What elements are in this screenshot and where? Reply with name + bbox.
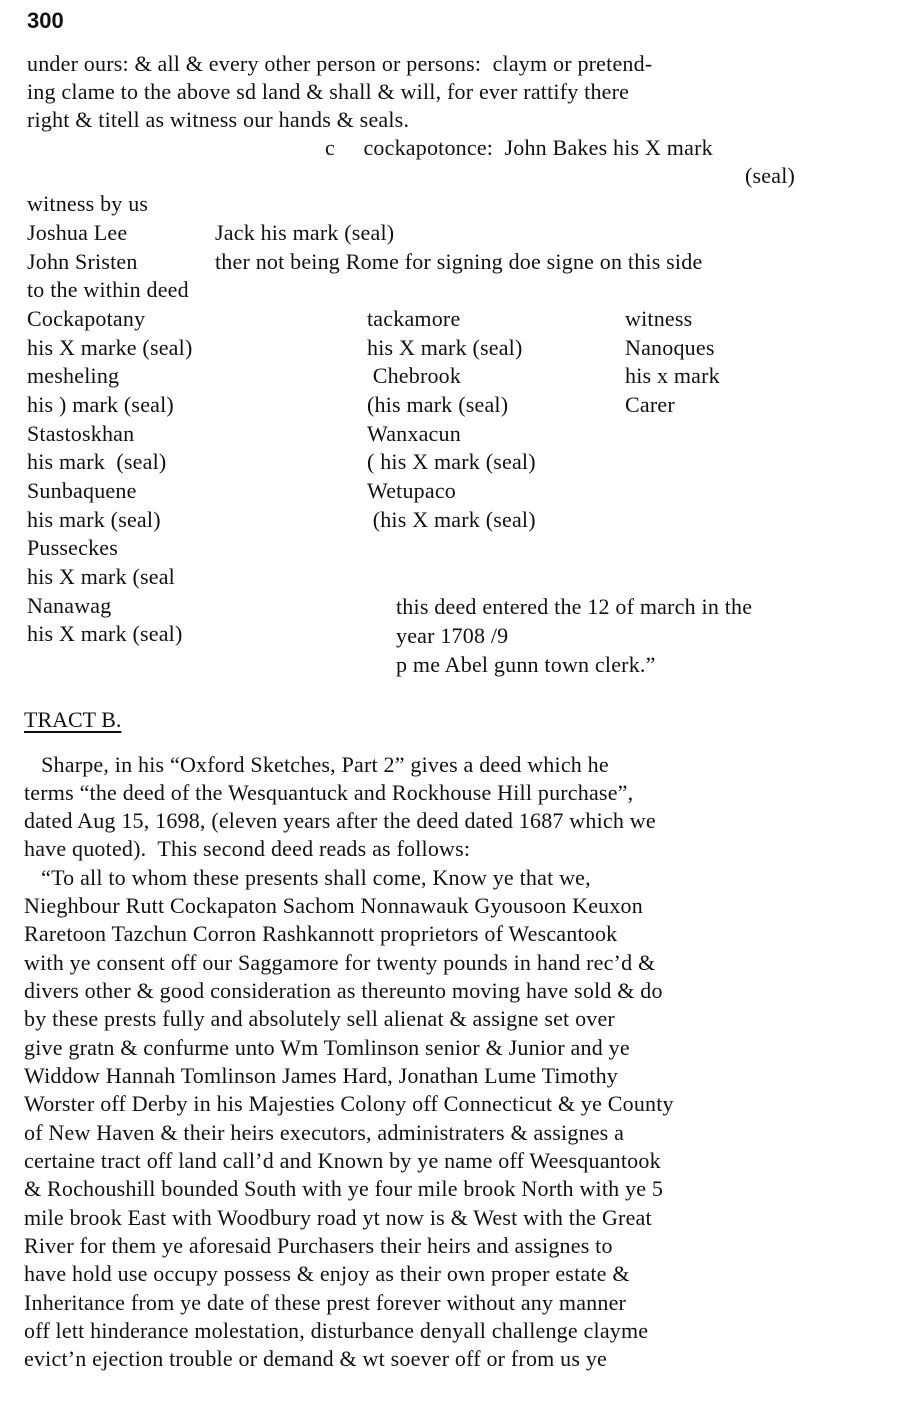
signature-entry: ( his X mark (seal) <box>367 449 536 474</box>
body-line: mile brook East with Woodbury road yt now is & West with the Great <box>24 1205 652 1230</box>
section-heading: TRACT B. <box>24 707 122 732</box>
body-line: divers other & good consideration as thereunto moving have sold & do <box>24 978 663 1003</box>
text-line: right & titell as witness our hands & seals. <box>27 107 410 132</box>
signature-entry: his mark (seal) <box>27 507 161 532</box>
body-line: Raretoon Tazchun Corron Rashkannott proprietors of Wescantook <box>24 921 618 946</box>
witness-entry: witness <box>625 306 693 331</box>
text-line: ing clame to the above sd land & shall & will, for ever rattify there <box>27 79 630 104</box>
body-line: Sharpe, in his “Oxford Sketches, Part 2” gives a deed which he <box>24 752 609 777</box>
signature-entry: (his X mark (seal) <box>367 507 536 532</box>
body-line: & Rochoushill bounded South with ye four mile brook North with ye 5 <box>24 1176 664 1201</box>
signature-entry: Wanxacun <box>367 421 461 446</box>
signature-entry: (his mark (seal) <box>367 392 509 417</box>
body-line: off lett hinderance molestation, disturbance denyall challenge clayme <box>24 1318 649 1343</box>
signature-entry: his X mark (seal) <box>367 335 523 360</box>
signature-entry: tackamore <box>367 306 461 331</box>
signature-entry: Stastoskhan <box>27 421 135 446</box>
witness-entry: Carer <box>625 392 675 417</box>
body-line: River for them ye aforesaid Purchasers their heirs and assignes to <box>24 1233 613 1258</box>
entry-note-line: this deed entered the 12 of march in the <box>396 594 753 619</box>
signature-entry: his X mark (seal <box>27 564 175 589</box>
signature-entry: his X marke (seal) <box>27 335 193 360</box>
signature-entry: Wetupaco <box>367 478 457 503</box>
signature-entry: Cockapotany <box>27 306 146 331</box>
witness-entry: his x mark <box>625 363 720 388</box>
body-line: Widdow Hannah Tomlinson James Hard, Jonathan Lume Timothy <box>24 1063 618 1088</box>
witness-name: Joshua Lee <box>27 220 128 245</box>
body-line: by these prests fully and absolutely sell alienat & assigne set over <box>24 1006 615 1031</box>
entry-note-line: p me Abel gunn town clerk.” <box>396 652 656 677</box>
signature-entry: Pusseckes <box>27 535 119 560</box>
page-number: 300 <box>27 8 64 33</box>
body-line: of New Haven & their heirs executors, administraters & assignes a <box>24 1120 625 1145</box>
signature-line: c cockapotonce: John Bakes his X mark <box>325 135 713 160</box>
signature-entry: his mark (seal) <box>27 449 167 474</box>
body-line: have quoted). This second deed reads as follows: <box>24 836 471 861</box>
witness-note: to the within deed <box>27 277 189 302</box>
body-line: terms “the deed of the Wesquantuck and Rockhouse Hill purchase”, <box>24 780 634 805</box>
signature-entry: Chebrook <box>367 363 462 388</box>
text-line: under ours: & all & every other person or persons: claym or pretend- <box>27 51 653 76</box>
signature-entry: Sunbaquene <box>27 478 137 503</box>
body-line: have hold use occupy possess & enjoy as their own proper estate & <box>24 1261 630 1286</box>
witness-header: witness by us <box>27 191 149 216</box>
body-line: Inheritance from ye date of these prest forever without any manner <box>24 1290 627 1315</box>
signature-entry: mesheling <box>27 363 120 388</box>
body-line: give gratn & confurme unto Wm Tomlinson senior & Junior and ye <box>24 1035 630 1060</box>
signature-entry: his ) mark (seal) <box>27 392 174 417</box>
witness-name: John Sristen <box>27 249 138 274</box>
signature-entry: Nanawag <box>27 593 112 618</box>
body-line: “To all to whom these presents shall come, Know ye that we, <box>24 865 591 890</box>
body-line: evict’n ejection trouble or demand & wt soever off or from us ye <box>24 1346 607 1371</box>
entry-note-line: year 1708 /9 <box>396 623 509 648</box>
body-line: certaine tract off land call’d and Known by ye name off Weesquantook <box>24 1148 661 1173</box>
body-line: dated Aug 15, 1698, (eleven years after the deed dated 1687 which we <box>24 808 656 833</box>
body-line: with ye consent off our Saggamore for twenty pounds in hand rec’d & <box>24 950 656 975</box>
body-line: Worster off Derby in his Majesties Colony off Connecticut & ye County <box>24 1091 674 1116</box>
witness-note: ther not being Rome for signing doe signe on this side <box>215 249 703 274</box>
body-line: Nieghbour Rutt Cockapaton Sachom Nonnawauk Gyousoon Keuxon <box>24 893 643 918</box>
witness-mark: Jack his mark (seal) <box>215 220 395 245</box>
seal-line: (seal) <box>745 163 796 188</box>
signature-entry: his X mark (seal) <box>27 621 183 646</box>
witness-entry: Nanoques <box>625 335 715 360</box>
